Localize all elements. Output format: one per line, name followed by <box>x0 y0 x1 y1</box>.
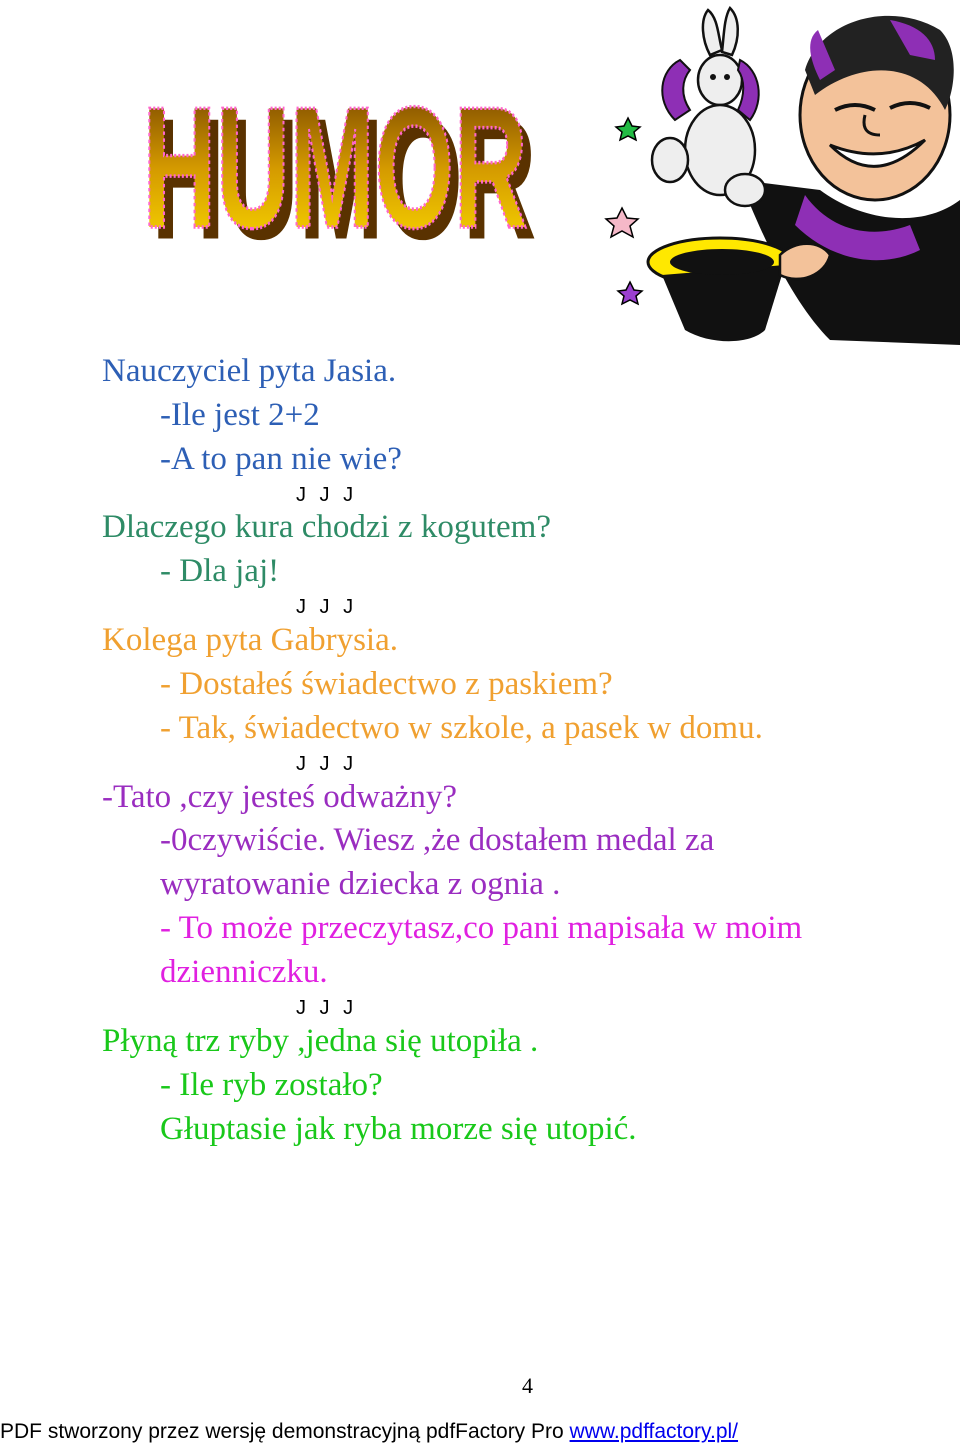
magician-with-rabbit-icon <box>590 0 960 345</box>
joke-5-line-3: Głuptasie jak ryba morze się utopić. <box>160 1111 637 1147</box>
svg-text:HUMOR: HUMOR <box>142 72 528 250</box>
humor-title-art <box>130 20 540 250</box>
joke-separator: J J J <box>296 596 358 618</box>
joke-1-line-2: -Ile jest 2+2 <box>160 397 320 433</box>
joke-separator: J J J <box>296 997 358 1019</box>
footer-text: PDF stworzony przez wersję demonstracyjną pdfFactory Pro <box>0 1420 570 1443</box>
joke-2-line-1: Dlaczego kura chodzi z kogutem? <box>102 509 551 545</box>
joke-5-line-1: Płyną trz ryby ,jedna się utopiła . <box>102 1023 539 1059</box>
joke-4-line-2: -0czywiście. Wiesz ,że dostałem medal za <box>160 822 715 858</box>
joke-separator: J J J <box>296 753 358 775</box>
joke-5-line-2: - Ile ryb zostało? <box>160 1067 383 1103</box>
star-icon <box>606 208 638 237</box>
joke-2-line-2: - Dla jaj! <box>160 553 280 589</box>
joke-4-line-3: wyratowanie dziecka z ognia . <box>160 866 561 902</box>
page-number: 4 <box>522 1373 533 1398</box>
svg-text:HUMOR: HUMOR <box>151 83 537 250</box>
footer-link[interactable]: www.pdffactory.pl/ <box>569 1420 739 1443</box>
joke-3-line-1: Kolega pyta Gabrysia. <box>102 622 398 658</box>
humor-title-text <box>142 72 527 250</box>
joke-4-line-5: dzienniczku. <box>160 954 328 990</box>
joke-3-line-2: - Dostałeś świadectwo z paskiem? <box>160 666 613 702</box>
joke-4-line-4: - To może przeczytasz,co pani mapisała w moim <box>160 910 803 946</box>
joke-1-line-1: Nauczyciel pyta Jasia. <box>102 353 397 389</box>
joke-3-line-3: - Tak, świadectwo w szkole, a pasek w domu. <box>160 710 763 746</box>
pdf-footer <box>0 1420 960 1444</box>
joke-separator: J J J <box>296 484 358 506</box>
joke-1-line-3: -A to pan nie wie? <box>160 441 402 477</box>
star-icon <box>616 118 640 140</box>
star-icon <box>618 282 642 304</box>
joke-4-line-1: -Tato ,czy jesteś odważny? <box>102 779 458 815</box>
